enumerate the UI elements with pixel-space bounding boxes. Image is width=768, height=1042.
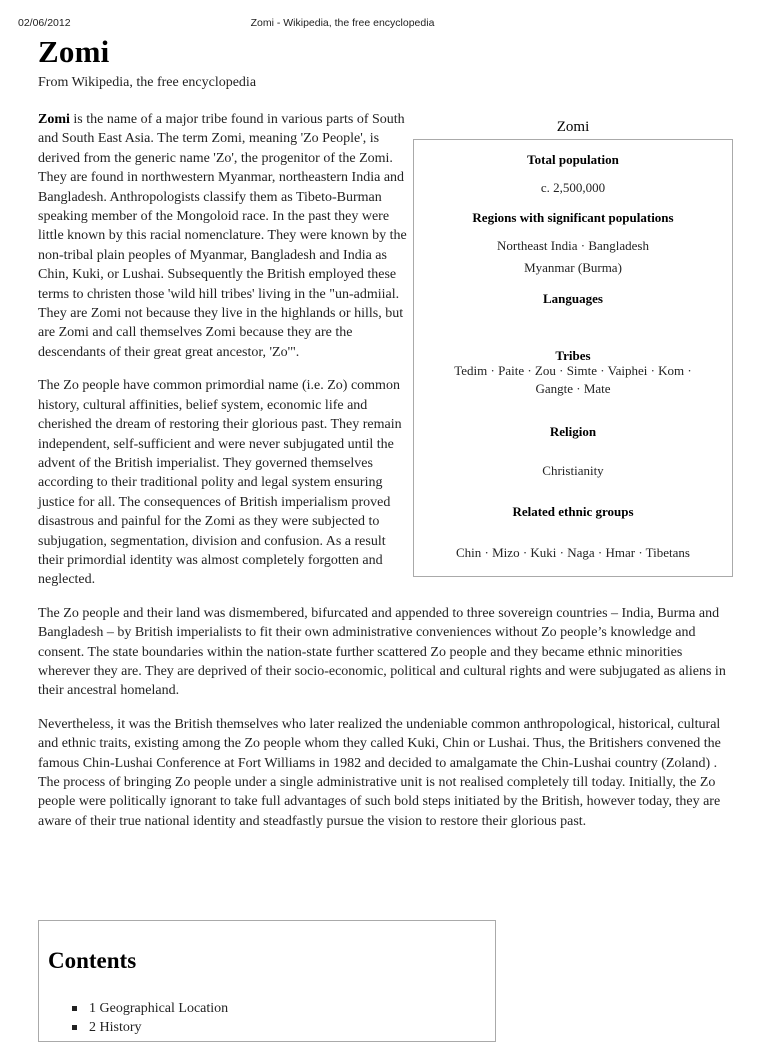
contents-item[interactable] (67, 999, 228, 1018)
infobox-regions-line1[interactable]: Northeast India · Bangladesh (497, 238, 649, 253)
contents-title: Contents (48, 948, 137, 973)
paragraph-history: The Zo people have common primordial name (i.e. Zo) common history, cultural affinities, belief system, economic life and cherished the dream of restoring their glorious past. They remain independent, self-sufficient and were never subjugated until the advent of the British imperialist. They governed themselves according to their traditional polity and legal system ensuring justice for all. The consequences of British imperialism proved disastrous and painful for the Zomi as they were subjected to subjugation, segmentation, division and confusion. As a result their primordial identity was almost completely forgotten and neglected. (38, 378, 402, 588)
infobox-regions-line2[interactable]: Myanmar (Burma) (524, 260, 622, 275)
lead-term: Zomi (38, 112, 70, 127)
infobox-languages-label: Languages (543, 291, 603, 306)
infobox-related-value[interactable]: Chin · Mizo · Kuki · Naga · Hmar · Tibetans (456, 545, 690, 560)
bullet-icon (72, 1006, 77, 1011)
infobox-regions-label: Regions with significant populations (472, 210, 674, 225)
infobox-tribes-label: Tribes (555, 348, 591, 363)
paragraph-intro-text: is the name of a major tribe found in various parts of South and South East Asia. The term Zomi, meaning 'Zo People', is derived from the generic name 'Zo', the progenitor of the Zomi. They are found in northwestern Myanmar, northeastern India and Bangladesh. Anthropologists classify them as Tibeto-Burman speaking member of the Mongoloid race. In the past they were little known by this racial nomenclature. They were known by the non-tribal plain peoples of Myanmar, Bangladesh and India as Chin, Kuki, or Lushai. Subsequently the British employed these terms to christen those 'wild hill tribes' living in the "un-admiial. They are Zomi not because they live in the highlands or hills, but are Zomi and call themselves Zomi because they are the descendants of their great great ancestor, 'Zo'". (38, 112, 407, 360)
contents-item-label: 1 Geographical Location (89, 1001, 229, 1016)
infobox-total-population-value: c. 2,500,000 (540, 180, 606, 195)
contents-item[interactable] (67, 1018, 228, 1037)
print-page-title: Zomi - Wikipedia, the free encyclopedia (250, 17, 435, 29)
infobox-table (413, 139, 733, 577)
infobox-religion-label: Religion (549, 424, 597, 439)
paragraph-british: Nevertheless, it was the British themselves who later realized the undeniable common anthropological, historical, cultural and ethnic traits, existing among the Zo people whom they called Kuki, Chin or Lushai. Thus, the Britishers convened the famous Chin-Lushai Conference at Fort Williams in 1982 and decided to amalgamate the Chin-Lushai country (Zoland) . The process of bringing Zo people under a single administrative unit is not realised completely till today. Initially, the Zo people were politically ignorant to take full advantages of such bold steps initiated by the British, however today, they are aware of their true national identity and steadfastly pursue the vision to restore their glorious past. (38, 716, 721, 829)
print-date: 02/06/2012 (18, 17, 71, 29)
infobox-religion-value[interactable]: Christianity (542, 463, 604, 478)
infobox-related-label: Related ethnic groups (512, 504, 634, 519)
infobox-tribes-line2[interactable]: Gangte · Mate (535, 381, 611, 396)
page-title: Zomi (38, 34, 110, 69)
infobox-total-population-label: Total population (527, 152, 619, 167)
site-tagline: From Wikipedia, the free encyclopedia (38, 75, 257, 90)
contents-list (67, 999, 228, 1037)
infobox-tribes-line1[interactable]: Tedim · Paite · Zou · Simte · Vaiphei · Kom · (454, 363, 692, 378)
bullet-icon (72, 1025, 77, 1030)
infobox-caption: Zomi (556, 119, 590, 135)
print-header (0, 17, 768, 33)
infobox (413, 115, 733, 577)
paragraph-partition: The Zo people and their land was dismembered, bifurcated and appended to three sovereign countries – India, Burma and Bangladesh – by British imperialists to fit their own administrative conveniences without Zo people’s knowledge and consent. The state boundaries within the nation-state further scattered Zo people and they became ethnic minorities wherever they are. They are deprived of their socio-economic, political and cultural rights and were subjugated as aliens in their ancestral homeland. (38, 605, 726, 699)
contents-item-label: 2 History (89, 1020, 142, 1035)
